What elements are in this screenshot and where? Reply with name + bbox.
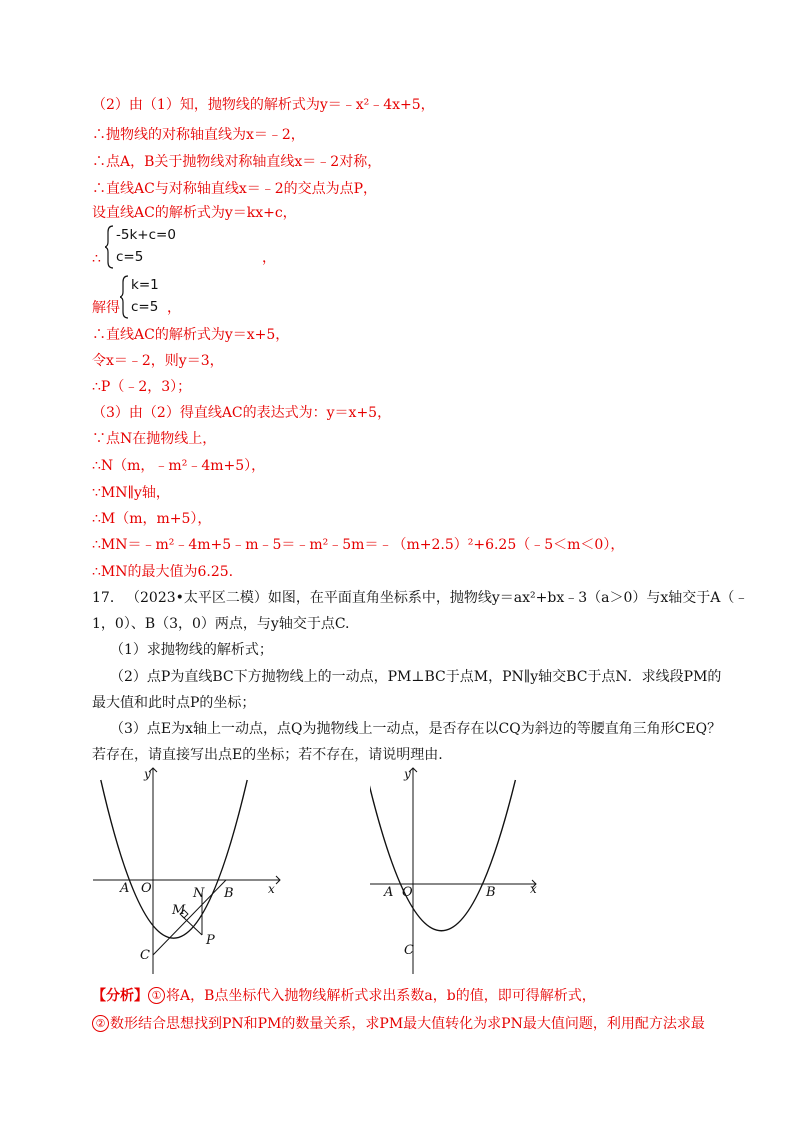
system-equation: c=5	[116, 249, 144, 265]
line-bc	[153, 880, 226, 955]
problem-number: 17．	[92, 590, 124, 606]
system-equation: -5k+c=0	[116, 227, 176, 243]
question-2: （2）点P为直线BC下方抛物线上的一动点，PM⊥BC于点M，PN∥y轴交BC于点N．求线段PM的	[110, 669, 722, 685]
label-o: O	[402, 885, 413, 900]
system-equation: c=5	[131, 299, 159, 315]
solution-line: 设直线AC的解析式为y＝kx+c，	[92, 205, 297, 221]
label-b: B	[224, 886, 234, 901]
label-b: B	[486, 885, 496, 900]
system-suffix: ，	[262, 250, 276, 266]
system-suffix: ，	[167, 300, 181, 316]
label-x: x	[268, 882, 275, 896]
solution-line: ∵MN∥y轴，	[92, 485, 170, 501]
solution-line: ∵点N在抛物线上，	[92, 431, 217, 447]
solution-line: ∴直线AC的解析式为y＝x+5，	[92, 327, 290, 343]
system-prefix: ∴	[92, 251, 101, 267]
question-3: （3）点E为x轴上一动点，点Q为抛物线上一动点，是否存在以CQ为斜边的等腰直角三角形CEQ？	[110, 721, 722, 737]
solution-line: （3）由（2）得直线AC的表达式为：y＝x+5，	[92, 405, 392, 421]
label-y: y	[144, 767, 151, 781]
question-1: （1）求抛物线的解析式；	[110, 642, 273, 658]
label-y: y	[404, 767, 411, 781]
solution-line: ∴N（m，﹣m²﹣4m+5），	[92, 458, 266, 474]
label-p: P	[206, 933, 215, 948]
analysis-line-2	[92, 1015, 705, 1033]
problem-text: 1，0）、B（3，0）两点，与y轴交于点C.	[92, 616, 350, 632]
circled-number-1: ①	[148, 987, 165, 1004]
solution-line: 令x＝﹣2，则y＝3，	[92, 353, 224, 369]
analysis-tag: 【分析】	[92, 988, 148, 1004]
question-2-cont: 最大值和此时点P的坐标；	[92, 695, 256, 711]
parabola-figure-1	[90, 762, 290, 980]
brace-icon	[105, 225, 115, 269]
system-equation: k=1	[131, 277, 159, 293]
question-3-cont: 若存在，请直接写出点E的坐标；若不存在，请说明理由.	[92, 747, 443, 763]
label-a: A	[384, 885, 394, 900]
solution-line: ∴MN的最大值为6.25.	[92, 564, 234, 580]
system-prefix: 解得	[92, 300, 120, 316]
solution-line: （2）由（1）知，抛物线的解析式为y＝﹣x²﹣4x+5，	[92, 97, 435, 113]
parabola-curve	[370, 780, 515, 931]
parabola-figure-2	[370, 762, 555, 980]
circled-number-2: ②	[92, 1015, 109, 1032]
solution-line: ∴点A，B关于抛物线对称轴直线x＝﹣2对称，	[92, 154, 382, 170]
analysis-text: 数形结合思想找到PN和PM的数量关系，求PM最大值转化为求PN最大值问题，利用配方法求最	[110, 1016, 705, 1032]
solution-line: ∴P（﹣2，3）；	[92, 379, 192, 395]
label-m: M	[172, 903, 186, 918]
label-c: C	[140, 948, 150, 963]
solution-line: ∴MN＝﹣m²﹣4m+5﹣m﹣5＝﹣m²﹣5m＝﹣（m+2.5）²+6.25（﹣5＜m＜0），	[92, 537, 625, 553]
solution-line: ∴M（m，m+5），	[92, 511, 212, 527]
label-a: A	[120, 881, 130, 896]
label-o: O	[141, 881, 152, 896]
label-n: N	[193, 886, 205, 901]
analysis-text: 将A，B点坐标代入抛物线解析式求出系数a，b的值，即可得解析式，	[166, 988, 596, 1004]
solution-line: ∴抛物线的对称轴直线为x＝﹣2，	[92, 127, 305, 143]
solution-line: ∴直线AC与对称轴直线x＝﹣2的交点为点P，	[92, 181, 378, 197]
equation-system	[92, 275, 212, 319]
equation-system	[92, 225, 292, 269]
problem-text: （2023•太平区二模）如图，在平面直角坐标系中，抛物线y＝ax²+bx﹣3（a＞0）与x轴交于A（﹣	[126, 590, 749, 606]
label-x: x	[530, 882, 537, 896]
brace-icon	[120, 275, 130, 319]
analysis-line-1	[92, 987, 596, 1005]
label-c: C	[404, 943, 414, 958]
